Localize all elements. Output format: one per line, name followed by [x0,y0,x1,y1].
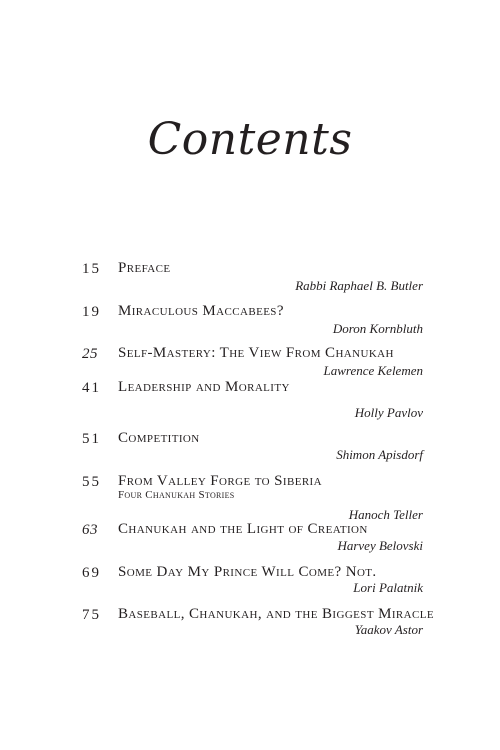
chapter-author: Doron Kornbluth [332,321,423,336]
page-number: 75 [82,607,101,623]
chapter-title: From Valley Forge to Siberia [118,473,322,489]
chapter-title: Some Day My Prince Will Come? Not. [118,564,377,580]
page-title: Contents [147,114,353,165]
page-number: 41 [82,380,101,396]
chapter-author: Rabbi Raphael B. Butler [295,278,423,293]
page-number: 25 [82,346,98,362]
chapter-author: Shimon Apisdorf [336,447,423,462]
page-number: 51 [82,431,101,447]
chapter-title: Miraculous Maccabees? [118,303,284,319]
chapter-title: Baseball, Chanukah, and the Biggest Miracle [118,606,434,622]
page-number: 69 [82,565,101,581]
chapter-author: Harvey Belovski [337,538,423,553]
chapter-author: Lori Palatnik [353,580,423,595]
chapter-author: Lawrence Kelemen [323,363,423,378]
chapter-title: Leadership and Morality [118,379,290,395]
chapter-author: Yaakov Astor [354,622,423,637]
chapter-author: Holly Pavlov [354,405,423,420]
chapter-title: Chanukah and the Light of Creation [118,521,368,537]
chapter-title: Self-Mastery: The View From Chanukah [118,345,394,361]
page-number: 19 [82,304,101,320]
chapter-author: Hanoch Teller [348,507,423,522]
chapter-subtitle: Four Chanukah Stories [118,489,235,501]
chapter-title: Competition [118,430,200,446]
page-number: 55 [82,474,101,490]
page-number: 15 [82,261,101,277]
chapter-title: Preface [118,260,171,276]
page-number: 63 [82,522,98,538]
